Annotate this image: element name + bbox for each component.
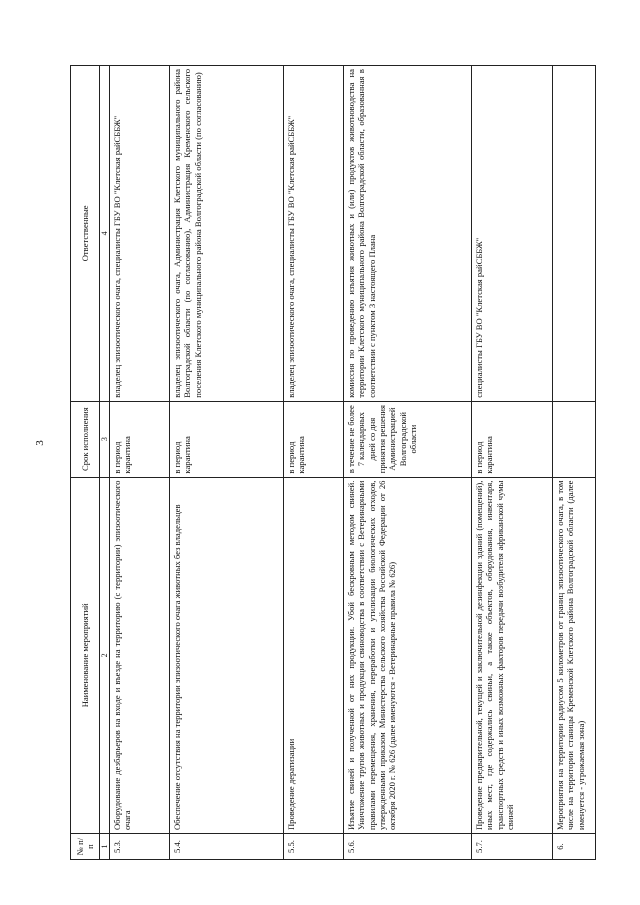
table-row xyxy=(344,66,472,860)
row-responsible: комиссия по проведению изъятия животных и (или) продуктов животноводства на территории Клетского муниципального района Волгоградской области, образованная в соответствии с пунктом 3 настоящего Плана xyxy=(344,66,472,402)
row-term: в период карантина xyxy=(284,401,344,477)
row-measure: Обеспечение отсутствия на территории эпизоотического очага животных без владельцев xyxy=(170,477,284,833)
row-responsible: владелец эпизоотического очага, специалисты ГБУ ВО "Клетская райСББЖ" xyxy=(110,66,170,402)
landscape-page-content xyxy=(70,65,586,860)
row-number: 5.7. xyxy=(472,834,553,860)
header-term: Срок исполнения xyxy=(71,401,100,477)
column-number: 1 xyxy=(100,834,110,860)
row-term: в период карантина xyxy=(110,401,170,477)
header-responsible: Ответственные xyxy=(71,66,100,402)
row-number: 5.6. xyxy=(344,834,472,860)
column-number-row xyxy=(100,66,110,860)
row-responsible: владелец эпизоотического очага, специалисты ГБУ ВО "Клетская райСББЖ" xyxy=(284,66,344,402)
row-number: 5.5. xyxy=(284,834,344,860)
row-responsible: специалисты ГБУ ВО "Клетская райСББЖ" xyxy=(472,66,553,402)
row-term: в период карантина xyxy=(472,401,553,477)
table-row xyxy=(110,66,170,860)
measures-table xyxy=(70,65,596,860)
row-measure: Оборудование дезбарьеров на входе и въезде на территорию (с территории) эпизоотического очага xyxy=(110,477,170,833)
row-measure: Проведение предварительной, текущей и заключительной дезинфекции зданий (помещений), иных мест, где содержались свиньи, а также объектов, оборудования, инвентаря, транспортных средств и иных возможных факторов передачи возбудителя африканской чумы свиней xyxy=(472,477,553,833)
row-term xyxy=(553,401,596,477)
row-responsible xyxy=(553,66,596,402)
table-row xyxy=(553,66,596,860)
row-term: в течение не более 7 календарных дней со дня принятия решения Администрацией Волгоградской области xyxy=(344,401,472,477)
column-number: 4 xyxy=(100,66,110,402)
row-term: в период карантина xyxy=(170,401,284,477)
row-number: 5.3. xyxy=(110,834,170,860)
row-responsible: владелец эпизоотического очага, Администрация Клетского муниципального района Волгоградской области (по согласованию), Администрация Кременского сельского поселения Клетского муниципального района Волгоградской области (по согласованию) xyxy=(170,66,284,402)
page-number: 3 xyxy=(34,440,46,446)
table-row xyxy=(284,66,344,860)
header-measures: Наименование мероприятий xyxy=(71,477,100,833)
row-measure: Проведение дератизации xyxy=(284,477,344,833)
table-row xyxy=(472,66,553,860)
row-measure: Изъятие свиней и полученной от них продукции. Убой бескровным методом свиней. Уничтожение трупов животных и продукции свиноводства в соответствии с Ветеринарными правилами перемещения, хранения, переработки и утилизации биологических отходов, утвержденными приказом Министерства сельского хозяйства Российской Федерации от 26 октября 2020 г. № 626 (далее именуются - Ветеринарные правила № 626) xyxy=(344,477,472,833)
column-number: 2 xyxy=(100,477,110,833)
column-number: 3 xyxy=(100,401,110,477)
row-measure: Мероприятия на территории радиусом 5 километров от границ эпизоотического очага, в том числе на территории станицы Кременской Клетского района Волгоградской области (далее именуется - угрожаемая зона) xyxy=(553,477,596,833)
row-number: 6. xyxy=(553,834,596,860)
row-number: 5.4. xyxy=(170,834,284,860)
table-row xyxy=(170,66,284,860)
table-header-row xyxy=(71,66,100,860)
header-number: № п/п xyxy=(71,834,100,860)
